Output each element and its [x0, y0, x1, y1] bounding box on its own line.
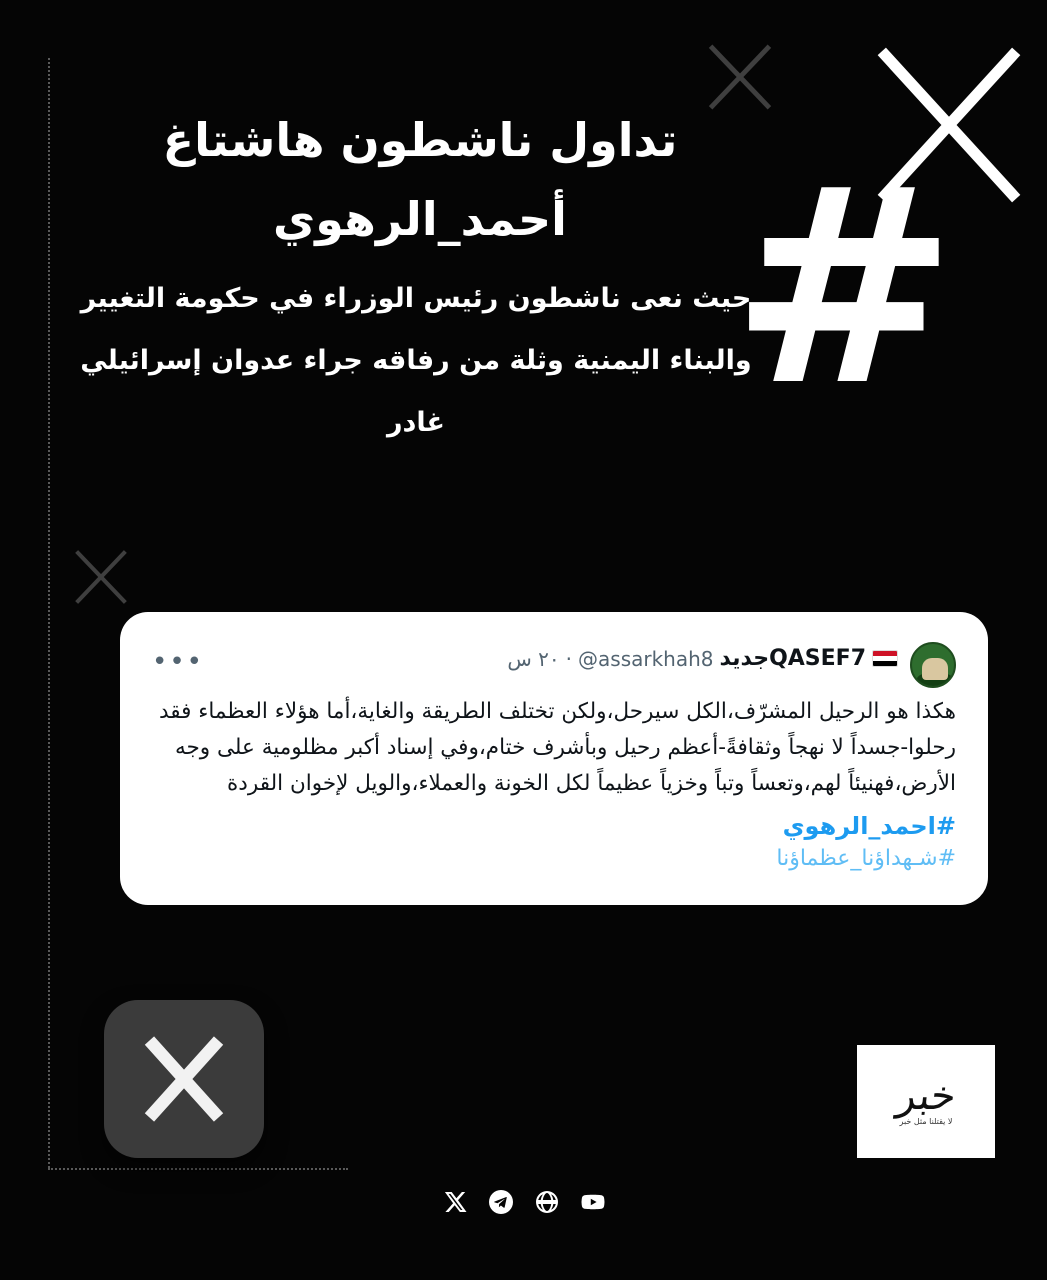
decorative-dotted-vertical-line — [48, 58, 50, 1168]
separator-dot: · — [565, 646, 573, 671]
tweet-header — [152, 642, 956, 688]
tweet-author-row — [152, 642, 898, 677]
social-links-row — [0, 1188, 1047, 1216]
tweet-timestamp: ٢٠ س — [507, 646, 560, 671]
tweet-display-name[interactable]: QASEF7جديد — [719, 646, 866, 671]
tweet-handle[interactable]: @assarkhah8 — [578, 646, 714, 671]
x-icon[interactable] — [441, 1188, 469, 1216]
subheadline-text: حيث نعى ناشطون رئيس الوزراء في حكومة التغيير والبناء اليمنية وثلة من رفاقه جراء عدوان إسرائيلي غادر — [80, 283, 752, 438]
x-outline-icon — [72, 548, 130, 606]
page-title — [90, 100, 750, 258]
headline-line-1: تداول ناشطون هاشتاغ — [162, 113, 678, 167]
yemen-flag-icon — [872, 650, 898, 667]
decorative-dotted-horizontal-line — [48, 1168, 348, 1170]
tweet-body-text: هكذا هو الرحيل المشرّف،الكل سيرحل،ولكن تختلف الطريقة والغاية،أما هؤلاء العظماء فقد رحلوا-جسداً لا نهجاً وثقافةً-أعظم رحيل وبأشرف ختام،وفي إسناد أكبر مظلومية على وجه الأرض،فهنيئاً لهم،وتعساً وتباً وخزياً عظيماً لكل الخونة والعملاء،والويل لإخوان القردة — [159, 699, 956, 796]
tweet-card[interactable] — [120, 612, 988, 905]
more-options-icon[interactable]: ••• — [152, 646, 205, 677]
headline-line-2: أحمد_الرهوي — [273, 192, 567, 246]
hashtag-symbol: # — [730, 130, 951, 445]
telegram-icon[interactable] — [487, 1188, 515, 1216]
globe-icon[interactable] — [533, 1188, 561, 1216]
tweet-hashtag-primary[interactable]: #احمد_الرهوي — [782, 812, 956, 840]
avatar[interactable] — [910, 642, 956, 688]
tweet-hashtag-secondary[interactable]: #شـهداؤنا_عظماؤنا — [776, 846, 956, 871]
publisher-logo — [857, 1045, 995, 1158]
youtube-icon[interactable] — [579, 1188, 607, 1216]
x-app-icon[interactable] — [104, 1000, 264, 1158]
publisher-logo-subtext: لا يقتلنا مثل خبر — [899, 1117, 953, 1126]
publisher-logo-text: خبر — [894, 1073, 958, 1119]
